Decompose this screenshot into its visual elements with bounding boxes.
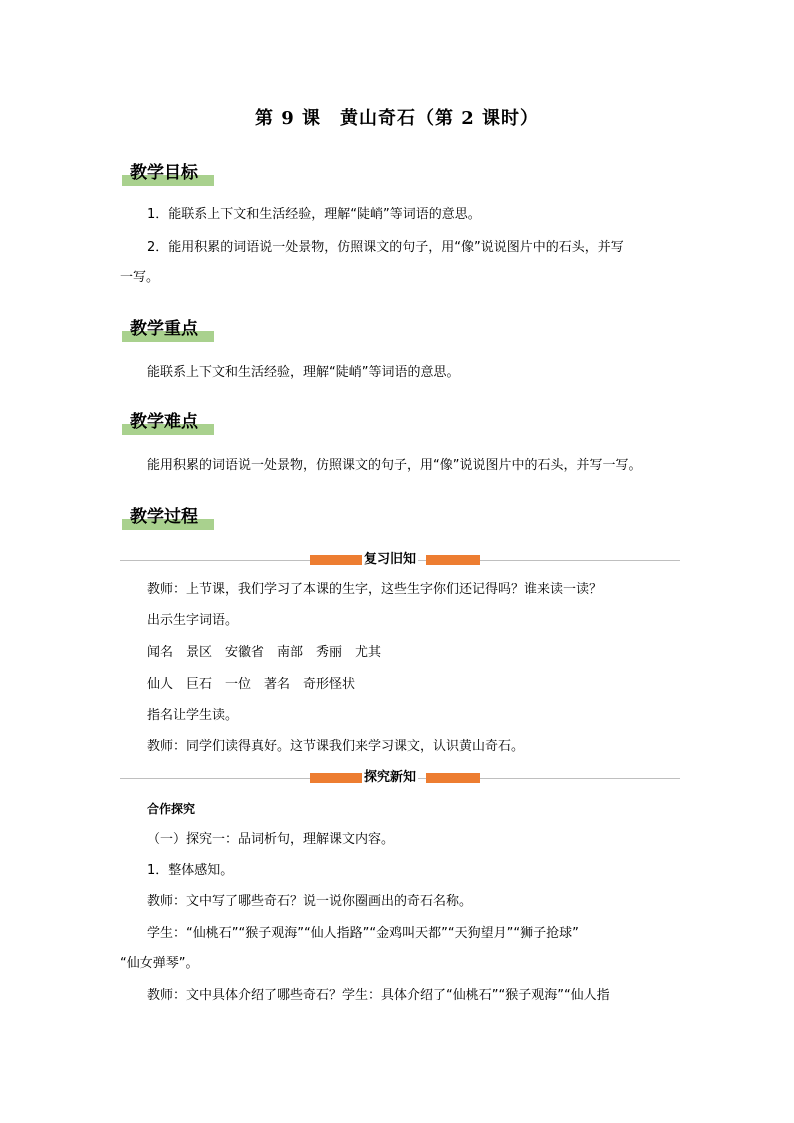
banner-right-bar bbox=[426, 773, 480, 783]
key-points-text: 能联系上下文和生活经验，理解“陡峭”等词语的意思。 bbox=[147, 365, 460, 380]
explore-subheading: 合作探究 bbox=[147, 802, 196, 816]
objective-item-2-line-2: 一写。 bbox=[120, 270, 160, 285]
banner-right-bar bbox=[426, 555, 480, 565]
explore-line-2: 1．整体感知。 bbox=[147, 863, 234, 878]
objective-item-2-line-1: 2．能用积累的词语说一处景物，仿照课文的句子，用“像”说说图片中的石头，并写 bbox=[147, 240, 624, 255]
review-line-2: 出示生字词语。 bbox=[147, 613, 239, 628]
review-words-1: 闻名 景区 安徽省 南部 秀丽 尤其 bbox=[147, 645, 382, 660]
banner-left-bar bbox=[310, 555, 368, 565]
review-banner-label: 复习旧知 bbox=[364, 552, 417, 567]
process-heading: 教学过程 bbox=[130, 507, 198, 527]
difficulties-text: 能用积累的词语说一处景物，仿照课文的句子，用“像”说说图片中的石头，并写一写。 bbox=[147, 458, 642, 473]
key-points-heading: 教学重点 bbox=[130, 319, 198, 339]
difficulties-heading: 教学难点 bbox=[130, 412, 198, 432]
explore-line-6: 教师：文中具体介绍了哪些奇石？学生：具体介绍了“仙桃石”“猴子观海”“仙人指 bbox=[147, 988, 610, 1003]
explore-line-4: 学生：“仙桃石”“猴子观海”“仙人指路”“金鸡叫天都”“天狗望月”“狮子抢球” bbox=[147, 926, 579, 941]
review-line-4: 教师：同学们读得真好。这节课我们来学习课文，认识黄山奇石。 bbox=[147, 739, 525, 754]
banner-left-bar bbox=[310, 773, 368, 783]
explore-line-5: “仙女弹琴”。 bbox=[120, 956, 199, 971]
review-line-3: 指名让学生读。 bbox=[147, 708, 239, 723]
page-title: 第 9 课 黄山奇石（第 2 课时） bbox=[254, 108, 540, 129]
explore-line-3: 教师：文中写了哪些奇石？说一说你圈画出的奇石名称。 bbox=[147, 894, 473, 909]
review-words-2: 仙人 巨石 一位 著名 奇形怪状 bbox=[147, 677, 356, 692]
objective-item-1: 1．能联系上下文和生活经验，理解“陡峭”等词语的意思。 bbox=[147, 207, 481, 222]
explore-line-1: （一）探究一：品词析句，理解课文内容。 bbox=[147, 832, 395, 847]
review-line-1: 教师：上节课，我们学习了本课的生字，这些生字你们还记得吗？谁来读一读？ bbox=[147, 582, 603, 597]
explore-banner-label: 探究新知 bbox=[364, 770, 417, 785]
objectives-heading: 教学目标 bbox=[130, 163, 198, 183]
